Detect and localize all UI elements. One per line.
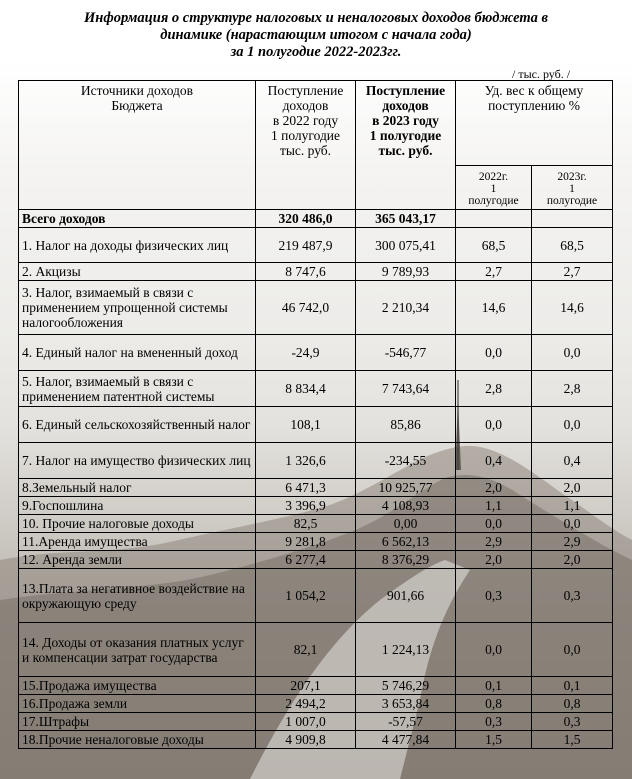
row-name: 17.Штрафы — [19, 713, 256, 731]
header-income-2023-line: в 2023 году — [372, 113, 439, 128]
row-share-2022: 2,9 — [456, 533, 532, 551]
row-share-2022: 0,0 — [456, 407, 532, 443]
row-share-2023: 68,5 — [532, 228, 613, 263]
row-name: 5. Налог, взимаемый в связи с применением патентной системы — [19, 371, 256, 407]
row-share-2023: 0,0 — [532, 407, 613, 443]
row-share-2022: 2,7 — [456, 263, 532, 281]
row-value-2022: 207,1 — [256, 677, 356, 695]
header-share-2022-line: 2022г. — [478, 171, 509, 183]
row-value-2023: 4 477,84 — [356, 731, 456, 749]
row-share-2022: 0,0 — [456, 515, 532, 533]
table-row — [19, 551, 613, 569]
row-share-2022: 2,8 — [456, 371, 532, 407]
header-share — [456, 81, 613, 166]
row-name: 2. Акцизы — [19, 263, 256, 281]
total-value-2022: 320 486,0 — [256, 210, 356, 228]
row-share-2022: 0,8 — [456, 695, 532, 713]
row-share-2022: 68,5 — [456, 228, 532, 263]
row-share-2023: 2,9 — [532, 533, 613, 551]
header-income-2022-line: доходов — [282, 98, 329, 113]
header-share-2022-line: 1 — [490, 183, 497, 195]
table-row — [19, 335, 613, 371]
row-name: 7. Налог на имущество физических лиц — [19, 443, 256, 479]
row-name: 3. Налог, взимаемый в связи с применением упрощенной системы налогообложения — [19, 281, 256, 335]
total-row — [19, 210, 613, 228]
row-name: 1. Налог на доходы физических лиц — [19, 228, 256, 263]
row-value-2023: 901,66 — [356, 569, 456, 623]
table-row — [19, 515, 613, 533]
row-name: 16.Продажа земли — [19, 695, 256, 713]
title-line-1: Информация о структуре налоговых и неналоговых доходов бюджета в — [84, 10, 548, 26]
table-row — [19, 731, 613, 749]
row-value-2023: 6 562,13 — [356, 533, 456, 551]
row-value-2022: 6 277,4 — [256, 551, 356, 569]
table-row — [19, 479, 613, 497]
unit-label: / тыс. руб. / — [512, 67, 571, 81]
row-value-2022: 1 007,0 — [256, 713, 356, 731]
header-share-2023 — [532, 166, 613, 210]
row-share-2022: 2,0 — [456, 479, 532, 497]
row-share-2023: 0,3 — [532, 569, 613, 623]
row-share-2022: 14,6 — [456, 281, 532, 335]
table-row — [19, 443, 613, 479]
header-income-2022-line: Поступление — [267, 83, 344, 98]
row-value-2022: 8 747,6 — [256, 263, 356, 281]
table-row — [19, 623, 613, 677]
row-share-2022: 0,3 — [456, 713, 532, 731]
total-value-2023: 365 043,17 — [356, 210, 456, 228]
header-share-2022 — [456, 166, 532, 210]
row-share-2023: 14,6 — [532, 281, 613, 335]
row-value-2023: 0,00 — [356, 515, 456, 533]
row-name: 6. Единый сельскохозяйственный налог — [19, 407, 256, 443]
row-value-2022: 82,5 — [256, 515, 356, 533]
row-name: 13.Плата за негативное воздействие на окружающую среду — [19, 569, 256, 623]
row-share-2023: 2,0 — [532, 551, 613, 569]
table-row — [19, 695, 613, 713]
row-value-2022: 219 487,9 — [256, 228, 356, 263]
table-row — [19, 713, 613, 731]
row-share-2023: 2,8 — [532, 371, 613, 407]
header-income-2023-line: тыс. руб. — [378, 143, 433, 158]
header-income-2023-line: доходов — [382, 98, 429, 113]
row-share-2023: 0,0 — [532, 515, 613, 533]
row-share-2023: 1,5 — [532, 731, 613, 749]
row-share-2022: 0,4 — [456, 443, 532, 479]
row-value-2023: -57,57 — [356, 713, 456, 731]
document-title — [0, 10, 632, 61]
row-name: 11.Аренда имущества — [19, 533, 256, 551]
title-line-3: за 1 полугодие 2022-2023гг. — [230, 44, 402, 60]
row-value-2023: 1 224,13 — [356, 623, 456, 677]
row-share-2023: 1,1 — [532, 497, 613, 515]
table-row — [19, 228, 613, 263]
row-value-2022: 1 326,6 — [256, 443, 356, 479]
row-name: 15.Продажа имущества — [19, 677, 256, 695]
table-row — [19, 371, 613, 407]
row-share-2023: 0,3 — [532, 713, 613, 731]
row-share-2023: 0,4 — [532, 443, 613, 479]
table-row — [19, 677, 613, 695]
revenue-structure-table — [18, 80, 613, 749]
row-value-2022: 8 834,4 — [256, 371, 356, 407]
row-value-2022: 3 396,9 — [256, 497, 356, 515]
total-share-2023 — [532, 210, 613, 228]
row-share-2023: 2,7 — [532, 263, 613, 281]
row-value-2022: 82,1 — [256, 623, 356, 677]
row-share-2022: 0,0 — [456, 335, 532, 371]
row-share-2023: 0,0 — [532, 335, 613, 371]
row-share-2023: 2,0 — [532, 479, 613, 497]
row-name: 4. Единый налог на вмененный доход — [19, 335, 256, 371]
row-value-2023: -234,55 — [356, 443, 456, 479]
row-name: 18.Прочие неналоговые доходы — [19, 731, 256, 749]
title-line-2: динамике (нарастающим итогом с начала года) — [160, 27, 472, 43]
row-share-2023: 0,1 — [532, 677, 613, 695]
header-source-line-2: Бюджета — [111, 98, 163, 113]
header-income-2023-line: Поступление — [365, 83, 446, 98]
row-name: 10. Прочие налоговые доходы — [19, 515, 256, 533]
table-row — [19, 281, 613, 335]
header-share-2023-line: 1 — [569, 183, 575, 195]
header-source-line-1: Источники доходов — [80, 83, 194, 98]
row-name: 9.Госпошлина — [19, 497, 256, 515]
header-income-2022-line: 1 полугодие — [270, 128, 341, 143]
row-value-2022: 6 471,3 — [256, 479, 356, 497]
table-row — [19, 263, 613, 281]
table-row — [19, 569, 613, 623]
row-value-2023: -546,77 — [356, 335, 456, 371]
row-value-2022: 9 281,8 — [256, 533, 356, 551]
header-source — [19, 81, 256, 210]
row-value-2022: 1 054,2 — [256, 569, 356, 623]
row-value-2022: 4 909,8 — [256, 731, 356, 749]
header-income-2022-line: тыс. руб. — [279, 143, 332, 158]
row-name: 12. Аренда земли — [19, 551, 256, 569]
row-value-2023: 85,86 — [356, 407, 456, 443]
header-share-line-1: Уд. вес к общему — [484, 83, 584, 98]
row-value-2023: 10 925,77 — [356, 479, 456, 497]
row-value-2023: 5 746,29 — [356, 677, 456, 695]
row-share-2022: 1,1 — [456, 497, 532, 515]
header-income-2022-line: в 2022 году — [272, 113, 339, 128]
row-share-2022: 0,0 — [456, 623, 532, 677]
header-share-line-2: поступлению % — [488, 98, 580, 113]
header-income-2023-line: 1 полугодие — [369, 128, 442, 143]
row-share-2023: 0,0 — [532, 623, 613, 677]
table-row — [19, 533, 613, 551]
row-name: 8.Земельный налог — [19, 479, 256, 497]
row-share-2022: 0,3 — [456, 569, 532, 623]
row-share-2022: 1,5 — [456, 731, 532, 749]
row-value-2023: 9 789,93 — [356, 263, 456, 281]
header-share-2023-line: 2023г. — [557, 171, 587, 183]
table-row — [19, 407, 613, 443]
row-share-2022: 2,0 — [456, 551, 532, 569]
header-share-2023-line: полугодие — [546, 195, 598, 207]
row-value-2023: 3 653,84 — [356, 695, 456, 713]
row-share-2023: 0,8 — [532, 695, 613, 713]
row-value-2022: 108,1 — [256, 407, 356, 443]
row-value-2023: 300 075,41 — [356, 228, 456, 263]
table-row — [19, 497, 613, 515]
header-income-2023 — [356, 81, 456, 210]
row-value-2022: 2 494,2 — [256, 695, 356, 713]
total-share-2022 — [456, 210, 532, 228]
header-income-2022 — [256, 81, 356, 210]
row-value-2023: 8 376,29 — [356, 551, 456, 569]
row-name: 14. Доходы от оказания платных услуг и компенсации затрат государства — [19, 623, 256, 677]
row-value-2022: -24,9 — [256, 335, 356, 371]
row-share-2022: 0,1 — [456, 677, 532, 695]
row-value-2022: 46 742,0 — [256, 281, 356, 335]
row-value-2023: 2 210,34 — [356, 281, 456, 335]
row-value-2023: 4 108,93 — [356, 497, 456, 515]
total-name: Всего доходов — [19, 210, 256, 228]
row-value-2023: 7 743,64 — [356, 371, 456, 407]
header-share-2022-line: полугодие — [468, 195, 519, 207]
